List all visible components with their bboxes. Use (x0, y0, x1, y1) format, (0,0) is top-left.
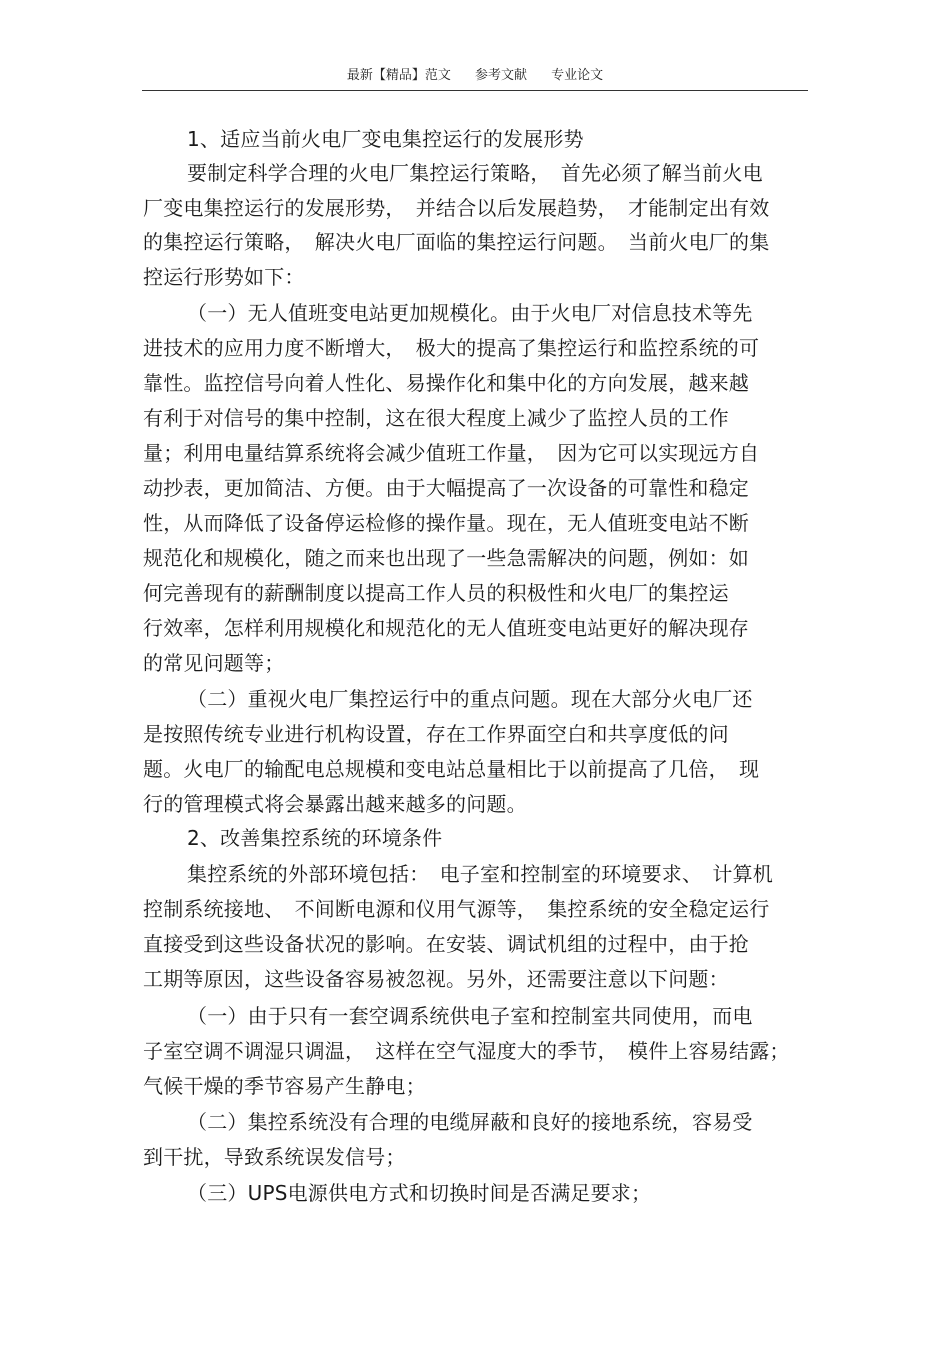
text-line: 是按照传统专业进行机构设置，存在工作界面空白和共享度低的问 (143, 722, 729, 746)
text-line: 行的管理模式将会暴露出越来越多的问题。 (143, 792, 527, 816)
text-line: 何完善现有的薪酬制度以提高工作人员的积极性和火电厂的集控运 (143, 581, 729, 605)
text-line: （二）集控系统没有合理的电缆屏蔽和良好的接地系统，容易受 (187, 1110, 753, 1134)
text-line: 的常见问题等； (143, 651, 285, 675)
header-item-professional-paper: 专业论文 (551, 68, 604, 83)
text-line: 子室空调不调湿只调温， 这样在空气湿度大的季节， 模件上容易结露； (143, 1039, 790, 1063)
text-line: （三）UPS电源供电方式和切换时间是否满足要求； (187, 1181, 652, 1205)
header-item-references: 参考文献 (474, 68, 527, 83)
text-line: 厂变电集控运行的发展形势， 并结合以后发展趋势， 才能制定出有效 (143, 196, 770, 220)
text-line: 规范化和规模化，随之而来也出现了一些急需解决的问题，例如：如 (143, 546, 749, 570)
text-line: 集控系统的外部环境包括： 电子室和控制室的环境要求、 计算机 (187, 862, 773, 886)
text-line: 控运行形势如下： (143, 265, 305, 289)
header-item-latest-essay: 最新【精品】范文 (346, 68, 451, 83)
section-heading: 1、适应当前火电厂变电集控运行的发展形势 (187, 127, 584, 151)
text-line: 进技术的应用力度不断增大， 极大的提高了集控运行和监控系统的可 (143, 336, 760, 360)
text-line: （一）无人值班变电站更加规模化。由于火电厂对信息技术等先 (187, 301, 753, 325)
text-line: 要制定科学合理的火电厂集控运行策略， 首先必须了解当前火电 (187, 161, 763, 185)
section-heading: 2、改善集控系统的环境条件 (187, 826, 443, 850)
text-line: 控制系统接地、 不间断电源和仪用气源等， 集控系统的安全稳定运行 (143, 897, 770, 921)
text-line: （一）由于只有一套空调系统供电子室和控制室共同使用，而电 (187, 1004, 753, 1028)
text-line: 的集控运行策略， 解决火电厂面临的集控运行问题。 当前火电厂的集 (143, 230, 770, 254)
text-line: 量；利用电量结算系统将会减少值班工作量， 因为它可以实现远方自 (143, 441, 760, 465)
text-line: 工期等原因，这些设备容易被忽视。另外，还需要注意以下问题： (143, 967, 729, 991)
text-line: 题。火电厂的输配电总规模和变电站总量相比于以前提高了几倍， 现 (143, 757, 760, 781)
text-line: 气候干燥的季节容易产生静电； (143, 1074, 426, 1098)
text-line: 行效率，怎样利用规模化和规范化的无人值班变电站更好的解决现存 (143, 616, 749, 640)
text-line: 有利于对信号的集中控制，这在很大程度上减少了监控人员的工作 (143, 406, 729, 430)
text-line: 动抄表，更加简洁、方便。由于大幅提高了一次设备的可靠性和稳定 (143, 476, 749, 500)
text-line: 到干扰，导致系统误发信号； (143, 1145, 406, 1169)
text-line: 直接受到这些设备状况的影响。在安装、调试机组的过程中，由于抢 (143, 932, 749, 956)
text-line: 靠性。监控信号向着人性化、易操作化和集中化的方向发展，越来越 (143, 371, 749, 395)
text-line: 性，从而降低了设备停运检修的操作量。现在，无人值班变电站不断 (143, 511, 749, 535)
page-header (142, 66, 808, 91)
text-line: （二）重视火电厂集控运行中的重点问题。现在大部分火电厂还 (187, 687, 753, 711)
